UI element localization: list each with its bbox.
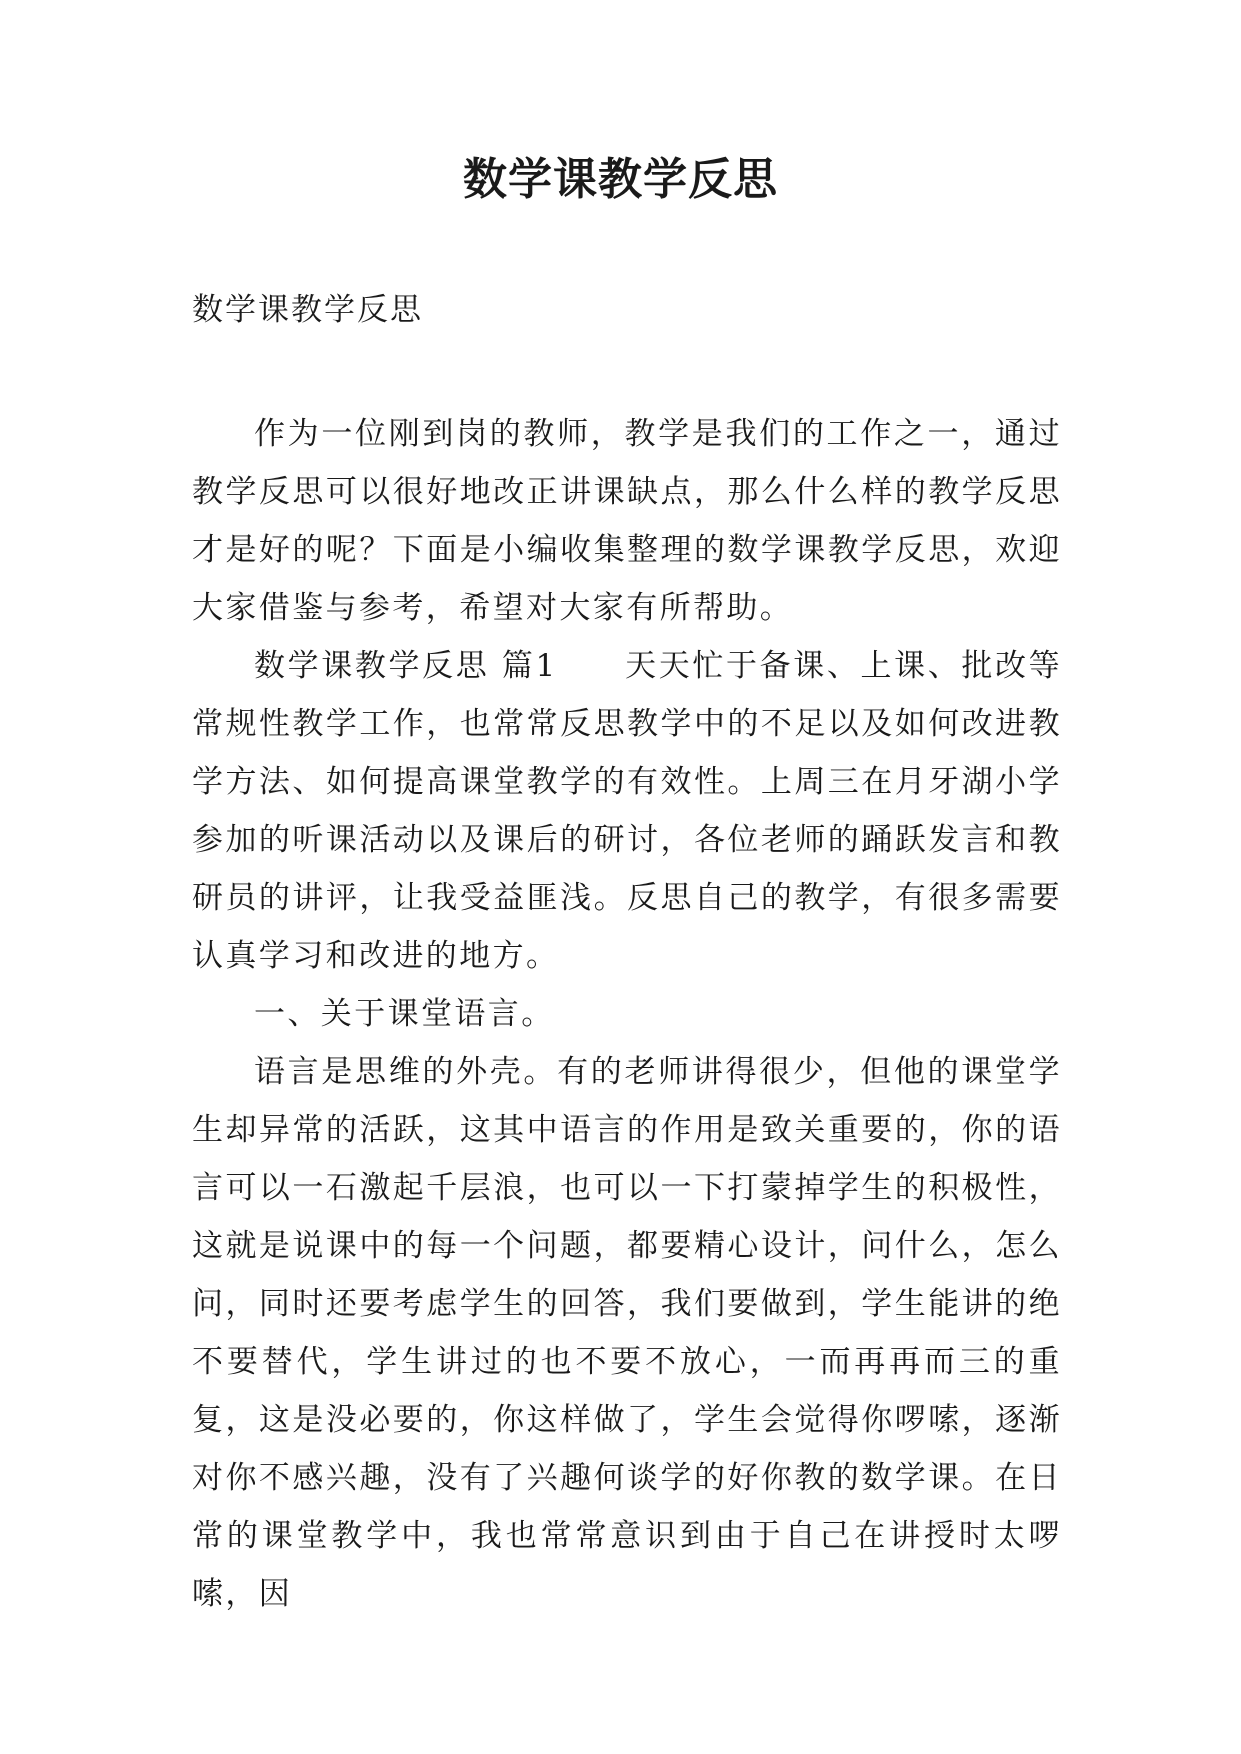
paragraph-intro: 作为一位刚到岗的教师，教学是我们的工作之一，通过教学反思可以很好地改正讲课缺点，那么什么样的教学反思才是好的呢？下面是小编收集整理的数学课教学反思，欢迎大家借鉴与参考，希望对大家有所帮助。 — [192, 416, 1062, 626]
document-subtitle: 数学课教学反思 — [192, 292, 423, 328]
paragraph-heading-classroom-language: 一、关于课堂语言。 — [254, 996, 555, 1032]
paragraph-language: 语言是思维的外壳。有的老师讲得很少，但他的课堂学生却异常的活跃，这其中语言的作用是致关重要的，你的语言可以一石激起千层浪，也可以一下打蒙掉学生的积极性，这就是说课中的每一个问题，都要精心设计，问什么，怎么问，同时还要考虑学生的回答，我们要做到，学生能讲的绝不要替代，学生讲过的也不要不放心，一而再再而三的重复，这是没必要的，你这样做了，学生会觉得你啰嗦，逐渐对你不感兴趣，没有了兴趣何谈学的好你教的数学课。在日常的课堂教学中，我也常常意识到由于自己在讲授时太啰嗦，因 — [192, 1054, 1062, 1612]
document-body — [192, 405, 1062, 1623]
document-title: 数学课教学反思 — [463, 154, 778, 205]
paragraph-section-1: 数学课教学反思 篇1 天天忙于备课、上课、批改等常规性教学工作，也常常反思教学中的不足以及如何改进教学方法、如何提高课堂教学的有效性。上周三在月牙湖小学参加的听课活动以及课后的研讨，各位老师的踊跃发言和教研员的讲评，让我受益匪浅。反思自己的教学，有很多需要认真学习和改进的地方。 — [192, 648, 1062, 974]
